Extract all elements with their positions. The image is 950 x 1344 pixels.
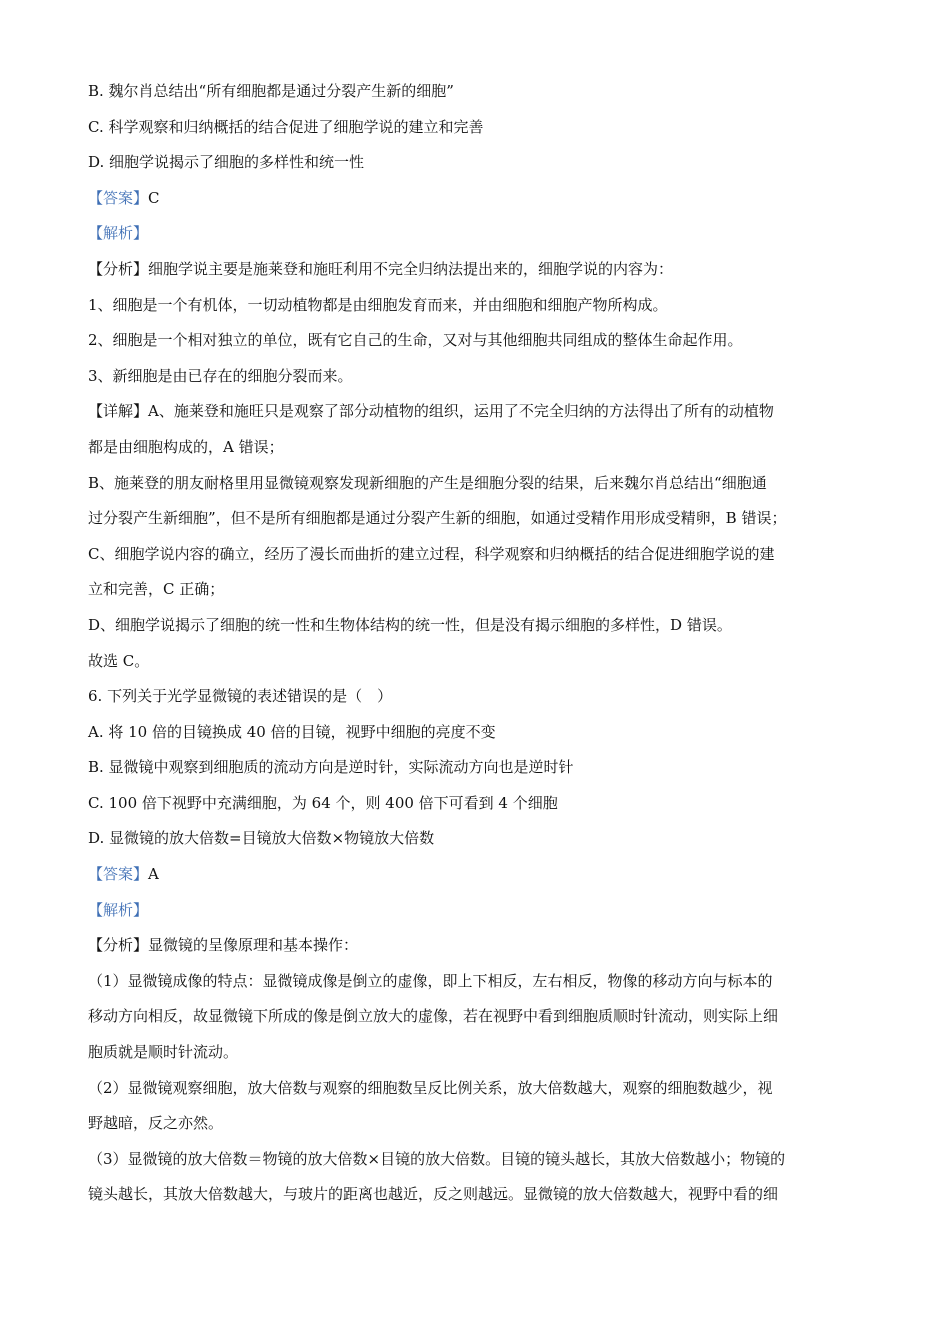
- answer-tag: 【答案】: [88, 188, 149, 207]
- document-page: [88, 74, 878, 1213]
- q5-detail-line: B、施莱登的朋友耐格里用显微镜观察发现新细胞的产生是细胞分裂的结果，后来魏尔肖总结出“细胞通: [88, 473, 767, 492]
- q6-option-a: A. 将 10 倍的目镜换成 40 倍的目镜，视野中细胞的亮度不变: [88, 722, 496, 741]
- q6-analysis-line: 胞质就是顺时针流动。: [88, 1043, 239, 1062]
- q5-analysis-line: 1、细胞是一个有机体，一切动植物都是由细胞发育而来，并由细胞和细胞产物所构成。: [88, 295, 668, 314]
- q6-answer: [88, 857, 878, 893]
- q5-detail-line: 都是由细胞构成的，A 错误；: [88, 437, 284, 456]
- answer-tag: 【答案】: [88, 865, 149, 884]
- q6-analysis-line: （2）显微镜观察细胞，放大倍数与观察的细胞数呈反比例关系，放大倍数越大，观察的细胞数越少，视: [88, 1078, 773, 1097]
- q6-analysis-line: 移动方向相反，故显微镜下所成的像是倒立放大的虚像，若在视野中看到细胞质顺时针流动，则实际上细: [88, 1007, 779, 1026]
- q5-detail-line: C、细胞学说内容的确立，经历了漫长而曲折的建立过程，科学观察和归纳概括的结合促进细胞学说的建: [88, 544, 775, 563]
- q5-detail-line: 过分裂产生新细胞”，但不是所有细胞都是通过分裂产生新的细胞，如通过受精作用形成受精卵，B 错误；: [88, 509, 787, 528]
- q6-analysis-line: （3）显微镜的放大倍数＝物镜的放大倍数×目镜的放大倍数。目镜的镜头越长，其放大倍数越小；物镜的: [88, 1149, 786, 1168]
- q5-detail-line: 【详解】A、施莱登和施旺只是观察了部分动植物的组织，运用了不完全归纳的方法得出了所有的动植物: [88, 402, 774, 421]
- q5-option-d: D. 细胞学说揭示了细胞的多样性和统一性: [88, 153, 365, 172]
- answer-value: A: [148, 865, 159, 884]
- q5-analysis-line: 2、细胞是一个相对独立的单位，既有它自己的生命，又对与其他细胞共同组成的整体生命起作用。: [88, 331, 743, 350]
- q5-analysis-line: 【分析】细胞学说主要是施莱登和施旺利用不完全归纳法提出来的，细胞学说的内容为：: [88, 259, 674, 278]
- q5-analysis-tag: 【解析】: [88, 224, 149, 243]
- answer-value: C: [148, 188, 160, 207]
- q5-option-c: C. 科学观察和归纳概括的结合促进了细胞学说的建立和完善: [88, 117, 484, 136]
- q5-analysis-line: 3、新细胞是由已存在的细胞分裂而来。: [88, 366, 353, 385]
- q6-stem: 6. 下列关于光学显微镜的表述错误的是（ ）: [88, 687, 393, 706]
- q6-analysis-line: （1）显微镜成像的特点：显微镜成像是倒立的虚像，即上下相反，左右相反，物像的移动方向与标本的: [88, 971, 773, 990]
- q6-option-b: B. 显微镜中观察到细胞质的流动方向是逆时针，实际流动方向也是逆时针: [88, 758, 574, 777]
- q6-option-d: D. 显微镜的放大倍数=目镜放大倍数×物镜放大倍数: [88, 829, 435, 848]
- q6-option-c: C. 100 倍下视野中充满细胞，为 64 个，则 400 倍下可看到 4 个细胞: [88, 793, 558, 812]
- q6-analysis-line: 【分析】显微镜的呈像原理和基本操作：: [88, 936, 359, 955]
- q5-answer: [88, 181, 878, 217]
- q6-analysis-tag: 【解析】: [88, 900, 149, 919]
- q5-detail-line: D、细胞学说揭示了细胞的统一性和生物体结构的统一性，但是没有揭示细胞的多样性，D 错误。: [88, 615, 732, 634]
- q5-conclusion: 故选 C。: [88, 651, 150, 670]
- q6-analysis-line: 镜头越长，其放大倍数越大，与玻片的距离也越近，反之则越远。显微镜的放大倍数越大，视野中看的细: [88, 1185, 779, 1204]
- q5-detail-line: 立和完善，C 正确；: [88, 580, 225, 599]
- q6-analysis-line: 野越暗，反之亦然。: [88, 1114, 224, 1133]
- q5-option-b: B. 魏尔肖总结出“所有细胞都是通过分裂产生新的细胞”: [88, 82, 454, 100]
